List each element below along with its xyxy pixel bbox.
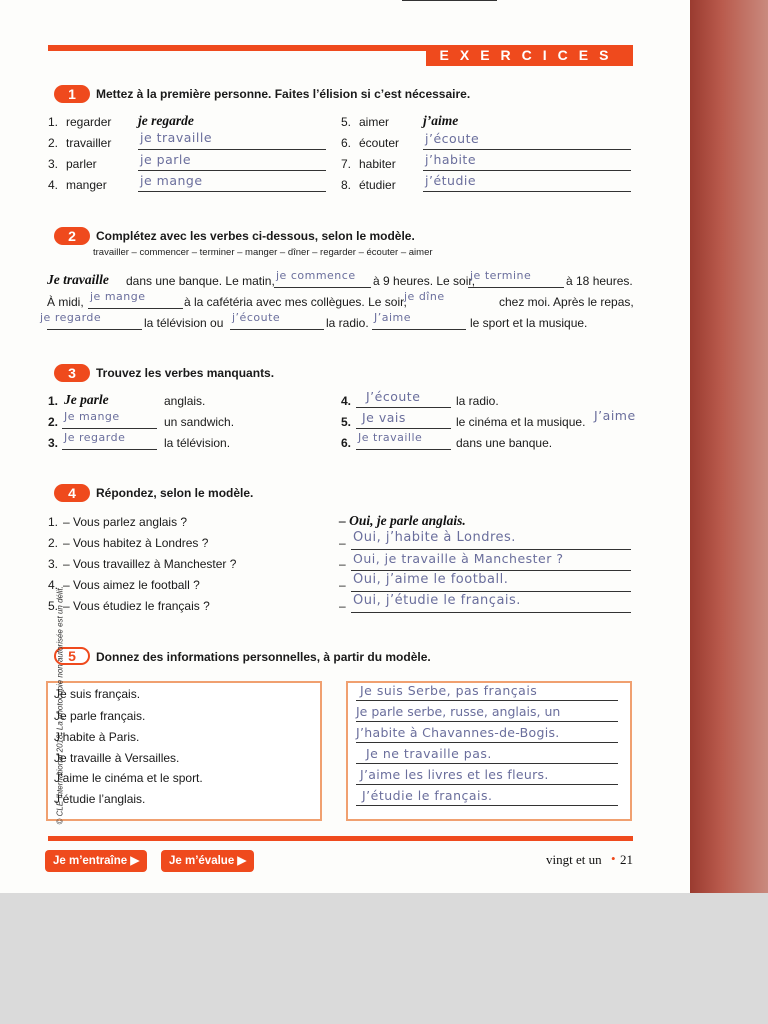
ex3-answer-line xyxy=(356,428,451,429)
exercices-tab: EXERCICES xyxy=(426,45,633,66)
ex3-handwritten-answer[interactable]: J’écoute xyxy=(366,389,421,404)
ex1-verb: habiter xyxy=(359,157,396,171)
ex1-handwritten-answer[interactable]: je parle xyxy=(140,152,192,167)
ex4-question: – Vous aimez le football ? xyxy=(63,578,200,592)
ex3-handwritten-answer[interactable]: Je travaille xyxy=(358,431,423,444)
page-edge xyxy=(690,0,768,893)
ex4-answer-line xyxy=(351,612,631,613)
exercise-5-number: 5 xyxy=(54,647,90,665)
ex5-model-line: J’aime le cinéma et le sport. xyxy=(54,771,203,785)
ex3-sentence-end: un sandwich. xyxy=(164,415,235,429)
ex5-handwritten-answer[interactable]: Je ne travaille pas. xyxy=(366,746,492,761)
ex1-item-number: 6. xyxy=(341,136,352,150)
ex4-answer-line xyxy=(351,570,631,571)
ex1-item-number: 1. xyxy=(48,115,59,129)
ex5-answer-line xyxy=(356,763,618,764)
ex2-handwritten-answer[interactable]: je commence xyxy=(276,269,356,282)
exercise-2-word-list: travailler – commencer – terminer – manger – dîner – regarder – écouter – aimer xyxy=(93,247,433,258)
ex1-item-number: 8. xyxy=(341,178,352,192)
page-number: 21 xyxy=(620,852,633,867)
ex1-answer-line xyxy=(138,149,326,150)
ex5-model-line: J’habite à Paris. xyxy=(54,730,140,744)
ex2-text: dans une banque. Le matin, xyxy=(126,274,275,288)
exercise-1-number: 1 xyxy=(54,85,90,103)
ex4-item-number: 4. xyxy=(48,578,59,592)
ex4-handwritten-answer[interactable]: Oui, j’habite à Londres. xyxy=(353,530,516,545)
ex3-sentence-end: la télévision. xyxy=(164,436,231,450)
ex4-dash: – xyxy=(339,536,346,550)
ex5-handwritten-answer[interactable]: J’aime les livres et les fleurs. xyxy=(360,767,549,782)
ex2-text: le sport et la musique. xyxy=(470,316,588,330)
ex3-item-number: 2. xyxy=(48,415,59,429)
ex3-handwritten-answer[interactable]: Je vais xyxy=(362,410,406,425)
exercise-4-instruction: Répondez, selon le modèle. xyxy=(96,486,254,500)
ex2-answer-line xyxy=(88,308,183,309)
ex5-model-line: Je travaille à Versailles. xyxy=(54,751,180,765)
ex3-item-number: 6. xyxy=(341,436,352,450)
ex1-item-number: 3. xyxy=(48,157,59,171)
ex1-verb: écouter xyxy=(359,136,400,150)
ex1-model-answer: je regarde xyxy=(138,113,194,128)
ex3-answer-line xyxy=(62,449,157,450)
ex1-answer-line xyxy=(423,149,631,150)
ex5-model-line: Je suis français. xyxy=(54,687,141,701)
ex2-answer-line xyxy=(47,329,142,330)
ex2-text: à 9 heures. Le soir, xyxy=(373,274,476,288)
ex1-answer-line xyxy=(423,191,631,192)
ex4-question: – Vous travaillez à Manchester ? xyxy=(63,557,237,571)
ex2-answer-line xyxy=(372,329,466,330)
ex5-handwritten-answer[interactable]: J’étudie le français. xyxy=(362,788,493,803)
ex1-verb: étudier xyxy=(359,178,396,192)
exercise-5-instruction: Donnez des informations personnelles, à partir du modèle. xyxy=(96,650,431,664)
ex1-answer-line xyxy=(138,170,326,171)
copyright-notice: © CLE International 2018. La photocopie non autorisée est un délit. xyxy=(55,585,65,825)
ex2-handwritten-answer[interactable]: je dîne xyxy=(404,290,445,303)
ex1-verb: manger xyxy=(66,178,107,192)
ex3-model-answer: Je parle xyxy=(64,392,109,407)
ex1-handwritten-answer[interactable]: je travaille xyxy=(140,130,213,145)
exercise-3-number: 3 xyxy=(54,364,90,382)
ex1-item-number: 5. xyxy=(341,115,352,129)
ex2-answer-line xyxy=(274,287,371,288)
ex2-model-answer: Je travaille xyxy=(47,272,109,287)
ex5-answer-line xyxy=(356,721,618,722)
ex1-handwritten-answer[interactable]: j’étudie xyxy=(425,173,477,188)
ex2-handwritten-answer[interactable]: j’écoute xyxy=(232,311,281,324)
ex2-answer-line xyxy=(402,0,497,1)
ex4-answer-line xyxy=(351,549,631,550)
ex5-model-line: Je parle français. xyxy=(54,709,146,723)
footer-rule xyxy=(48,836,633,841)
ex4-item-number: 5. xyxy=(48,599,59,613)
ex3-sentence-end: anglais. xyxy=(164,394,206,408)
ex3-sentence-end: la radio. xyxy=(456,394,499,408)
ex5-answer-line xyxy=(356,700,618,701)
ex2-answer-line xyxy=(468,287,564,288)
ex4-item-number: 3. xyxy=(48,557,59,571)
ex4-answer-line xyxy=(351,591,631,592)
ex3-handwritten-answer[interactable]: Je mange xyxy=(64,410,120,423)
ex3-sentence-end: le cinéma et la musique. xyxy=(456,415,586,429)
ex1-handwritten-answer[interactable]: j’habite xyxy=(425,152,477,167)
ex4-handwritten-answer[interactable]: Oui, j’étudie le français. xyxy=(353,593,521,608)
ex4-dash: – xyxy=(339,599,346,613)
ex3-item-number: 5. xyxy=(341,415,352,429)
ex2-text: à 18 heures. xyxy=(566,274,633,288)
ex4-item-number: 1. xyxy=(48,515,59,529)
ex4-handwritten-answer[interactable]: Oui, je travaille à Manchester ? xyxy=(353,551,564,566)
ex5-handwritten-answer[interactable]: Je suis Serbe, pas français xyxy=(360,683,538,698)
page-number-words: vingt et un xyxy=(546,852,602,867)
exercise-1-instruction: Mettez à la première personne. Faites l’élision si c’est nécessaire. xyxy=(96,87,471,101)
ex4-model-answer: – Oui, je parle anglais. xyxy=(339,513,466,528)
ex2-handwritten-answer[interactable]: J’aime xyxy=(374,311,412,324)
ex2-handwritten-answer[interactable]: je termine xyxy=(470,269,532,282)
ex3-item-number: 3. xyxy=(48,436,59,450)
ex2-text: À midi, xyxy=(47,295,84,309)
exercise-3-instruction: Trouvez les verbes manquants. xyxy=(96,366,275,380)
ex4-question: – Vous étudiez le français ? xyxy=(63,599,210,613)
ex2-answer-line xyxy=(230,329,324,330)
ex5-answer-line xyxy=(356,784,618,785)
scan-background xyxy=(0,893,768,1024)
ex3-handwritten-answer[interactable]: Je regarde xyxy=(64,431,126,444)
ex4-dash: – xyxy=(339,557,346,571)
exercise-2-instruction: Complétez avec les verbes ci-dessous, selon le modèle. xyxy=(96,229,415,243)
ex1-verb: aimer xyxy=(359,115,390,129)
ex4-question: – Vous habitez à Londres ? xyxy=(63,536,209,550)
ex4-handwritten-answer[interactable]: Oui, j’aime le football. xyxy=(353,572,509,587)
ex2-text: à la cafétéria avec mes collègues. Le soir, xyxy=(184,295,407,309)
ex3-item-number: 4. xyxy=(341,394,352,408)
exercise-4-number: 4 xyxy=(54,484,90,502)
ex1-handwritten-answer[interactable]: j’écoute xyxy=(425,131,480,146)
je-mentraine-button[interactable]: Je m’entraîne ▶ xyxy=(45,850,147,872)
ex1-verb: parler xyxy=(66,157,97,171)
ex3-sentence-end: dans une banque. xyxy=(456,436,553,450)
exercise-2-number: 2 xyxy=(54,227,90,245)
ex2-handwritten-answer[interactable]: je regarde xyxy=(40,311,102,324)
ex1-item-number: 2. xyxy=(48,136,59,150)
ex1-handwritten-answer[interactable]: je mange xyxy=(140,173,203,188)
ex1-model-answer: j’aime xyxy=(423,113,459,128)
ex4-dash: – xyxy=(339,578,346,592)
ex3-answer-line xyxy=(356,449,451,450)
ex5-handwritten-answer[interactable]: Je parle serbe, russe, anglais, un xyxy=(356,704,561,719)
ex2-text: la télévision ou xyxy=(144,316,224,330)
ex3-item-number: 1. xyxy=(48,394,59,408)
ex1-item-number: 4. xyxy=(48,178,59,192)
ex1-answer-line xyxy=(423,170,631,171)
ex1-verb: regarder xyxy=(66,115,112,129)
ex2-text: la radio. xyxy=(326,316,369,330)
ex5-model-line: J’étudie l’anglais. xyxy=(54,792,146,806)
ex4-item-number: 2. xyxy=(48,536,59,550)
page-number-dot: • xyxy=(611,851,616,866)
ex3-answer-line xyxy=(62,428,157,429)
ex3-answer-line xyxy=(356,407,451,408)
ex3-margin-note: J’aime xyxy=(594,408,636,423)
ex2-handwritten-answer[interactable]: je mange xyxy=(90,290,146,303)
ex5-answer-line xyxy=(356,742,618,743)
ex1-answer-line xyxy=(138,191,326,192)
ex1-verb: travailler xyxy=(66,136,112,150)
ex4-question: – Vous parlez anglais ? xyxy=(63,515,188,529)
ex1-item-number: 7. xyxy=(341,157,352,171)
ex2-text: chez moi. Après le repas, xyxy=(499,295,634,309)
ex5-answer-line xyxy=(356,805,618,806)
je-mevalue-button[interactable]: Je m’évalue ▶ xyxy=(161,850,254,872)
ex5-handwritten-answer[interactable]: J’habite à Chavannes-de-Bogis. xyxy=(356,725,560,740)
